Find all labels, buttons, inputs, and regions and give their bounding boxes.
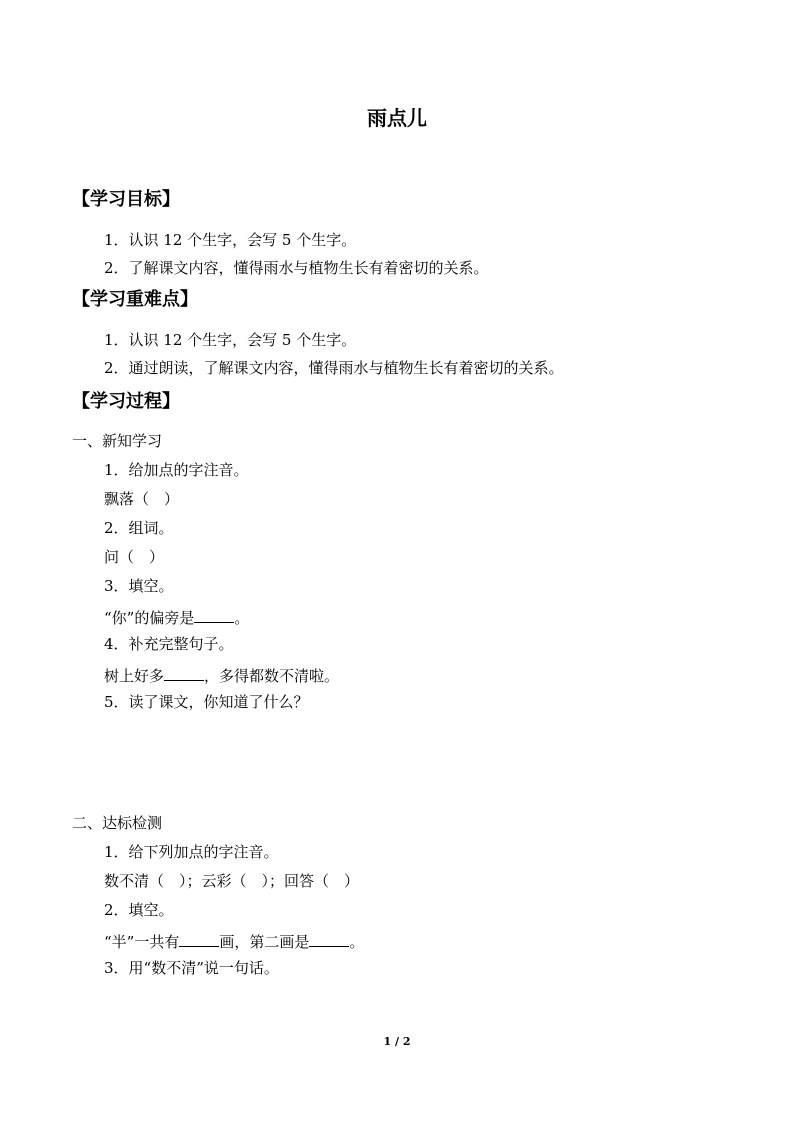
part1-question-2-item: 问（ ） <box>104 548 165 566</box>
part2-question-3: 3．用“数不清”说一句话。 <box>104 959 279 977</box>
goal-item-2: 2．了解课文内容，懂得雨水与植物生长有着密切的关系。 <box>104 259 489 277</box>
answer-blank[interactable] <box>309 932 349 947</box>
key-point-item-2: 2．通过朗读，了解课文内容，懂得雨水与植物生长有着密切的关系。 <box>104 359 564 377</box>
fill-text-prefix: “你”的偏旁是 <box>104 609 195 627</box>
part1-question-2: 2．组词。 <box>104 519 174 537</box>
fill-text-prefix: 树上好多 <box>104 667 165 685</box>
page-number: 1 / 2 <box>383 1035 411 1048</box>
answer-blank[interactable] <box>164 666 204 681</box>
part1-question-4: 4．补充完整句子。 <box>104 635 234 653</box>
part2-question-2-fill <box>104 932 364 950</box>
heading-learning-goals: 【学习目标】 <box>72 189 180 210</box>
fill-text-suffix: 。 <box>234 609 250 627</box>
part2-question-1-item: 数不清（ ）；云彩（ ）；回答（ ） <box>104 872 360 890</box>
part1-question-1-item: 飘落（ ） <box>104 490 180 508</box>
part1-question-3: 3．填空。 <box>104 577 174 595</box>
answer-blank[interactable] <box>179 932 219 947</box>
page-title: 雨点儿 <box>367 106 427 130</box>
part1-question-4-fill <box>104 666 339 684</box>
part1-question-5: 5．读了课文，你知道了什么？ <box>104 693 309 711</box>
heading-key-points: 【学习重难点】 <box>72 289 198 310</box>
part2-question-1: 1．给下列加点的字注音。 <box>104 843 279 861</box>
part1-title: 一、新知学习 <box>72 432 163 450</box>
answer-blank[interactable] <box>194 608 234 623</box>
part2-title: 二、达标检测 <box>72 814 163 832</box>
key-point-item-1: 1．认识 12 个生字，会写 5 个生字。 <box>104 331 357 349</box>
part1-question-1: 1．给加点的字注音。 <box>104 461 249 479</box>
part2-question-2: 2．填空。 <box>104 901 174 919</box>
fill-text-prefix: “半”一共有 <box>104 933 180 951</box>
goal-item-1: 1．认识 12 个生字，会写 5 个生字。 <box>104 231 357 249</box>
fill-text-suffix: 。 <box>349 933 365 951</box>
part1-question-3-fill <box>104 608 249 626</box>
heading-learning-process: 【学习过程】 <box>72 391 180 412</box>
fill-text-middle: 画，第二画是 <box>219 933 310 951</box>
fill-text-suffix: ，多得都数不清啦。 <box>204 667 340 685</box>
